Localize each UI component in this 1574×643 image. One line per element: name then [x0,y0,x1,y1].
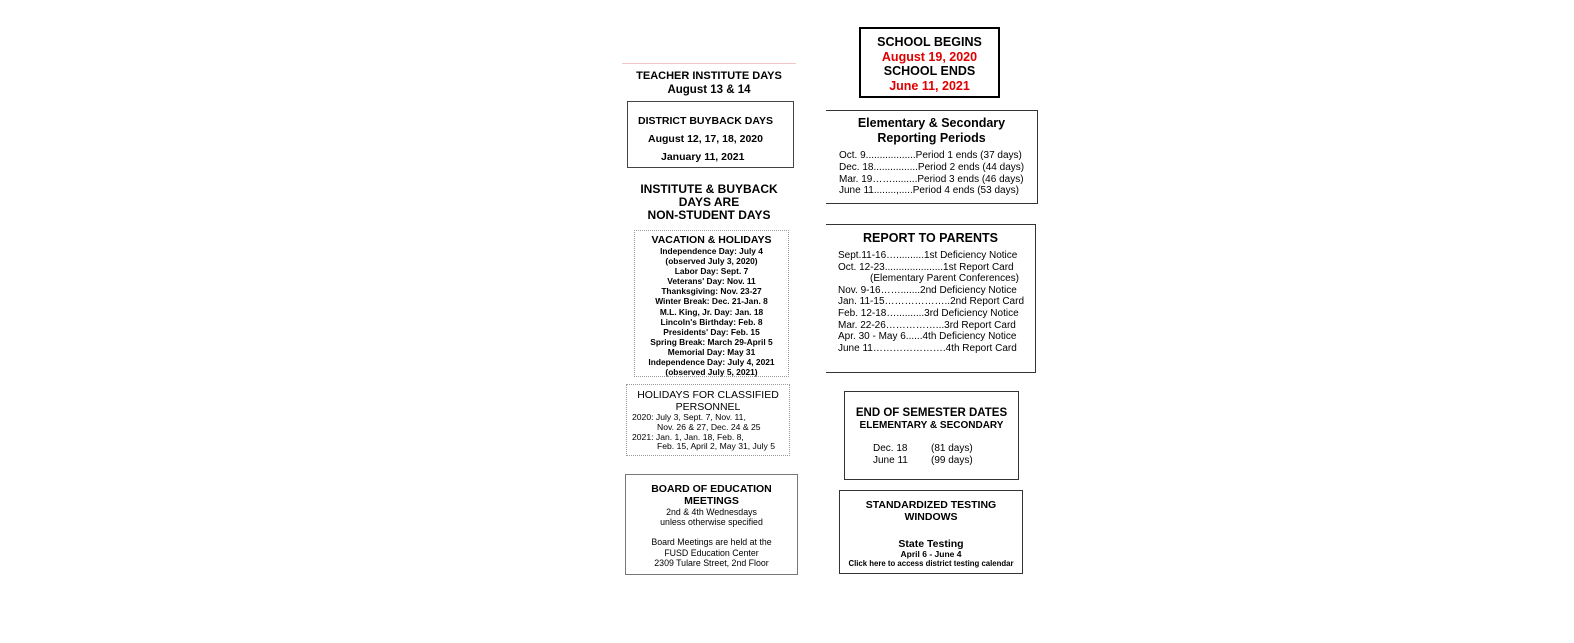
classified-2020-line-2: Nov. 26 & 27, Dec. 24 & 25 [657,421,761,432]
report-row: Jan. 11-15………………..2nd Report Card [838,296,1025,308]
non-student-line-3: NON-STUDENT DAYS [647,208,771,222]
semester-days: (81 days) [931,443,973,454]
reporting-title-2: Reporting Periods [877,131,986,145]
holiday-item: (observed July 3, 2020) [665,256,758,267]
non-student-line-2: DAYS ARE [678,195,740,209]
classified-title-2: PERSONNEL [675,401,741,413]
reporting-row: Oct. 9..................Period 1 ends (37 days) [839,150,1022,161]
reporting-periods-box [826,110,1038,204]
board-title-1: BOARD OF EDUCATION [651,483,772,495]
teacher-institute-section [622,70,796,97]
holiday-item: Thanksgiving: Nov. 23-27 [661,286,762,297]
report-row: Oct. 12-23.....................1st Report Card [838,261,1014,273]
non-student-notice [622,183,796,222]
board-address: 2309 Tulare Street, 2nd Floor [654,557,769,568]
report-parents-title: REPORT TO PARENTS [863,231,998,245]
school-begins-date: August 19, 2020 [881,49,978,64]
semester-row-2 [873,455,973,466]
semester-row-1 [873,443,973,454]
classified-holidays-box [626,384,790,456]
report-row: June 11………………….4th Report Card [838,342,1017,354]
holiday-item: Lincoln's Birthday: Feb. 8 [660,316,763,327]
reporting-title-1: Elementary & Secondary [857,116,1006,130]
board-location-line-1: Board Meetings are held at the [651,537,772,548]
holiday-item: Veterans' Day: Nov. 11 [667,276,756,287]
testing-title-1: STANDARDIZED TESTING [865,499,997,511]
school-dates-box [859,27,1000,98]
testing-title-2: WINDOWS [904,511,958,523]
state-testing-dates: April 6 - June 4 [900,549,962,559]
semester-days: (99 days) [931,455,973,466]
reporting-row: Mar. 19…….........Period 3 ends (46 days) [839,173,1024,185]
teacher-institute-title: TEACHER INSTITUTE DAYS [636,70,782,82]
semester-title-1: END OF SEMESTER DATES [855,407,1008,419]
school-begins-label: SCHOOL BEGINS [877,35,982,49]
buyback-title: DISTRICT BUYBACK DAYS [638,115,773,127]
teacher-institute-dates: August 13 & 14 [667,84,751,96]
semester-title-2: ELEMENTARY & SECONDARY [859,420,1004,431]
buyback-box [627,101,794,168]
board-schedule-note: unless otherwise specified [660,517,763,528]
school-ends-date: June 11, 2021 [889,78,970,93]
non-student-line-1: INSTITUTE & BUYBACK [640,182,778,196]
holiday-item: Presidents' Day: Feb. 15 [663,326,760,337]
report-row-note: (Elementary Parent Conferences) [870,273,1019,285]
testing-box [839,490,1023,574]
classified-2021-line-1: 2021: Jan. 1, Jan. 18, Feb. 8, [632,431,744,442]
state-testing-label: State Testing [898,538,964,550]
school-ends-label: SCHOOL ENDS [883,64,976,78]
report-row: Nov. 9-16…….......2nd Deficiency Notice [838,284,1017,296]
semester-date: Dec. 18 [873,443,908,454]
board-meetings-box [625,474,798,575]
reporting-row: Dec. 18................Period 2 ends (44 days) [839,161,1025,173]
report-row: Mar. 22-26……………...3rd Report Card [838,319,1016,331]
board-location-line-2: FUSD Education Center [664,547,759,558]
vacation-title: VACATION & HOLIDAYS [651,234,772,246]
holiday-item: Independence Day: July 4 [660,246,763,256]
buyback-dates-2021: January 11, 2021 [661,151,745,163]
classified-title-1: HOLIDAYS FOR CLASSIFIED [637,389,779,401]
report-row: Apr. 30 - May 6......4th Deficiency Notice [838,331,1017,343]
classified-2020-line-1: 2020: July 3, Sept. 7, Nov. 11, [632,412,746,422]
semester-date: June 11 [873,455,908,466]
buyback-dates-2020: August 12, 17, 18, 2020 [648,133,763,145]
divider-line [622,63,796,64]
holiday-item: Independence Day: July 4, 2021 [648,357,775,368]
report-row: Feb. 12-18…..........3rd Deficiency Notice [838,307,1019,319]
holiday-item: Winter Break: Dec. 21-Jan. 8 [655,296,768,307]
report-row: Sept.11-16…..........1st Deficiency Notice [838,250,1018,261]
testing-calendar-link[interactable]: Click here to access district testing calendar [848,558,1014,568]
holiday-item: Spring Break: March 29-April 5 [650,336,773,347]
report-to-parents-box [826,224,1036,373]
holiday-item: Labor Day: Sept. 7 [674,266,749,277]
vacation-holidays-box [634,230,789,377]
holiday-item: Memorial Day: May 31 [667,346,756,357]
holiday-item: M.L. King, Jr. Day: Jan. 18 [659,306,764,317]
board-title-2: MEETINGS [684,495,739,507]
semester-dates-box [844,391,1019,480]
board-schedule: 2nd & 4th Wednesdays [666,507,757,517]
classified-2021-line-2: Feb. 15, April 2, May 31, July 5 [657,441,775,452]
reporting-row: June 11........,.....Period 4 ends (53 days) [839,185,1019,197]
holiday-item: (observed July 5, 2021) [665,367,758,378]
